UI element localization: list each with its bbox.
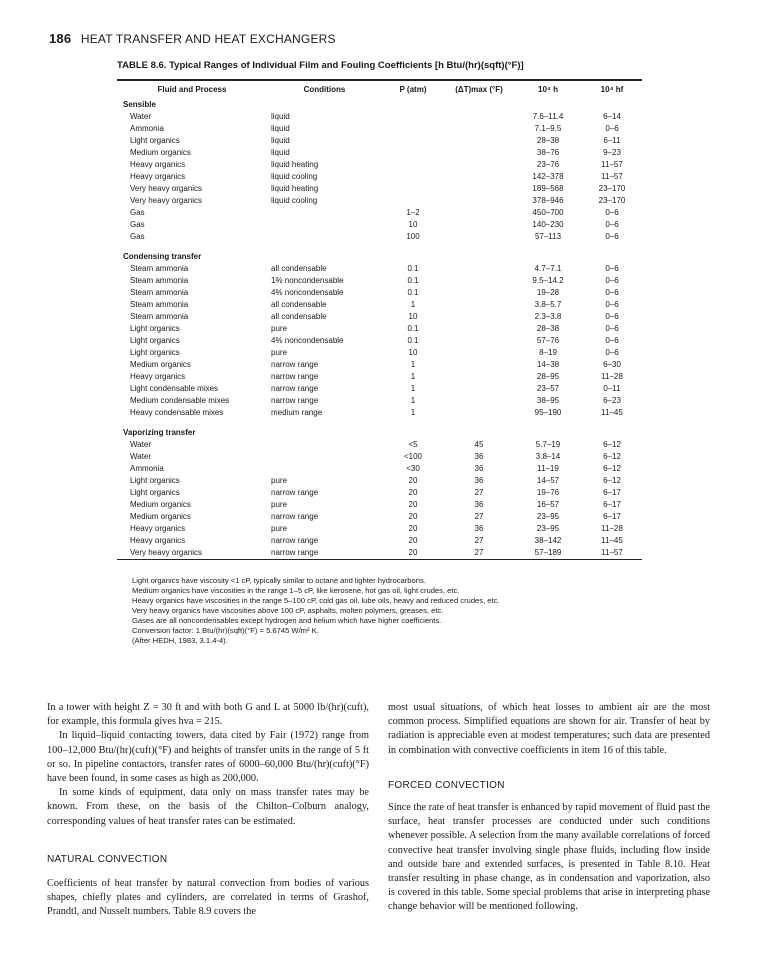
cell-delta-t: [444, 219, 514, 231]
cell-conditions: liquid: [271, 135, 290, 145]
cell-conditions: [267, 439, 382, 451]
table-note: (After HEDH, 1983, 3.1.4-4).: [132, 636, 228, 645]
cell-pressure: [382, 147, 444, 159]
cell-film-coefficient: 23–95: [536, 511, 560, 521]
cell-fouling-coefficient: 6–12: [603, 475, 621, 485]
cell-film-coefficient: 28–38: [536, 323, 560, 333]
cell-pressure: 10: [408, 219, 418, 229]
cell-pressure: 0.1: [407, 287, 419, 297]
cell-film-coefficient: 9.5–14.2: [532, 275, 564, 285]
cell-conditions: all condensable: [271, 311, 327, 321]
cell-pressure: 1: [410, 395, 416, 405]
cell-film-coefficient: 38–142: [534, 535, 562, 545]
cell-film-coefficient: 7.1–9.5: [534, 123, 562, 133]
cell-fouling-coefficient: 11–57: [601, 159, 623, 169]
table-row: [117, 523, 642, 535]
cell-fouling-coefficient: 6–12: [603, 451, 621, 461]
table-row: [117, 159, 642, 171]
cell-film-coefficient: 57–189: [534, 547, 562, 557]
cell-fluid: Medium organics: [130, 511, 191, 521]
cell-delta-t: [444, 159, 514, 171]
table-row: [117, 135, 642, 147]
cell-fluid: Very heavy organics: [130, 183, 203, 193]
table-row: [117, 311, 642, 323]
cell-delta-t: [444, 195, 514, 207]
section-heading-natural-convection: NATURAL CONVECTION: [47, 854, 168, 865]
cell-fluid: Light organics: [130, 487, 180, 497]
cell-conditions: liquid heating: [271, 159, 319, 169]
cell-pressure: 20: [408, 475, 418, 485]
cell-fouling-coefficient: 0–6: [605, 263, 619, 273]
table-row: [117, 347, 642, 359]
cell-conditions: 4% noncondensable: [271, 287, 344, 297]
cell-delta-t: [444, 147, 514, 159]
cell-fluid: Steam ammonia: [130, 299, 189, 309]
cell-film-coefficient: 28–38: [536, 135, 560, 145]
cell-fluid: Light organics: [130, 323, 180, 333]
cell-delta-t: [444, 135, 514, 147]
cell-pressure: 0.1: [407, 275, 419, 285]
header-film-coefficient: 10⁴ h: [538, 85, 558, 94]
cell-film-coefficient: 8–19: [539, 347, 557, 357]
table-note: Gases are all noncondensables except hydrogen and helium which have higher coefficients.: [132, 616, 442, 625]
cell-fluid: Heavy organics: [130, 159, 186, 169]
cell-delta-t: 36: [474, 523, 484, 533]
cell-film-coefficient: 378–946: [532, 195, 564, 205]
cell-delta-t: [444, 287, 514, 299]
cell-fouling-coefficient: 0–6: [605, 347, 619, 357]
cell-delta-t: [444, 395, 514, 407]
cell-pressure: 20: [408, 511, 418, 521]
cell-pressure: 10: [408, 311, 418, 321]
header-conditions: Conditions: [303, 85, 346, 94]
cell-conditions: narrow range: [271, 395, 319, 405]
group-heading: Condensing transfer: [123, 251, 202, 261]
cell-fluid: Steam ammonia: [130, 263, 189, 273]
table-row: [117, 535, 642, 547]
cell-film-coefficient: 2.3–3.8: [534, 311, 562, 321]
cell-conditions: pure: [271, 347, 288, 357]
cell-fluid: Heavy organics: [130, 171, 186, 181]
cell-fluid: Medium organics: [130, 147, 191, 157]
cell-pressure: 20: [408, 487, 418, 497]
cell-pressure: 0.1: [407, 323, 419, 333]
cell-film-coefficient: 4.7–7.1: [534, 263, 562, 273]
table-row: [117, 219, 642, 231]
cell-fluid: Light organics: [130, 347, 180, 357]
cell-conditions: 1% noncondensable: [271, 275, 344, 285]
cell-film-coefficient: 38–76: [536, 147, 560, 157]
cell-fouling-coefficient: 11–57: [601, 171, 623, 181]
cell-film-coefficient: 57–76: [536, 335, 560, 345]
cell-fouling-coefficient: 11–28: [601, 523, 623, 533]
cell-fouling-coefficient: 0–6: [605, 231, 619, 241]
cell-conditions: pure: [271, 323, 288, 333]
cell-delta-t: 27: [474, 535, 484, 545]
header-pressure: P (atm): [399, 85, 427, 94]
table-bottom-rule: [117, 559, 642, 560]
cell-conditions: pure: [271, 499, 288, 509]
cell-fouling-coefficient: 0–11: [603, 383, 621, 393]
body-paragraph: Since the rate of heat transfer is enhanced by rapid movement of fluid past the surface, heat transfer processes are conducted under such conditions whenever possible. A selection from the many available correlations of forced convective heat transfer involving single phase fluids, including flow inside and outside bare and extended surfaces, is presented in Table 8.10. Heat transfer resulting in phase change, as in condensation and vaporization, also is covered in this table. Some special problems that arise in interpreting phase change behavior will be mentioned following.: [388, 802, 710, 913]
table-note: Heavy organics have viscosities in the range 5–100 cP, cold gas oil, lube oils, heavy and reduced crudes, etc.: [132, 596, 500, 605]
cell-fouling-coefficient: 0–6: [605, 207, 619, 217]
cell-film-coefficient: 142–378: [532, 171, 564, 181]
table-row: [117, 395, 642, 407]
cell-fouling-coefficient: 0–6: [605, 219, 619, 229]
cell-conditions: [267, 231, 382, 243]
cell-pressure: 1: [410, 383, 416, 393]
cell-delta-t: 45: [474, 439, 484, 449]
cell-delta-t: 36: [474, 463, 484, 473]
cell-delta-t: [444, 111, 514, 123]
cell-fluid: Medium organics: [130, 359, 191, 369]
cell-fouling-coefficient: 6–30: [603, 359, 621, 369]
cell-fluid: Heavy organics: [130, 535, 186, 545]
cell-fluid: Medium organics: [130, 499, 191, 509]
cell-conditions: narrow range: [271, 547, 319, 557]
cell-delta-t: 27: [474, 547, 484, 557]
cell-fouling-coefficient: 6–17: [603, 487, 621, 497]
header-delta-t-max: (ΔT)max (°F): [455, 85, 503, 94]
cell-conditions: all condensable: [271, 299, 327, 309]
cell-fouling-coefficient: 0–6: [605, 275, 619, 285]
cell-pressure: 1: [410, 359, 416, 369]
cell-film-coefficient: 57–113: [534, 231, 562, 241]
cell-fouling-coefficient: 0–6: [605, 299, 619, 309]
group-heading: Sensible: [123, 99, 156, 109]
cell-fluid: Water: [130, 439, 152, 449]
cell-conditions: medium range: [271, 407, 323, 417]
cell-conditions: [267, 219, 382, 231]
body-paragraph: most usual situations, of which heat losses to ambient air are the most common process. Simplified equations are shown for air. Transfer of heat by radiation is appreciable even at modest temperatures; such data are presented in combination with convective coefficients in item 16 of this table.: [388, 702, 710, 756]
cell-conditions: liquid: [271, 123, 290, 133]
cell-fouling-coefficient: 11–28: [601, 371, 623, 381]
table-row: [117, 439, 642, 451]
table-body: [117, 99, 642, 559]
cell-pressure: <5: [408, 439, 418, 449]
cell-delta-t: [444, 207, 514, 219]
cell-delta-t: [444, 407, 514, 419]
cell-conditions: [267, 463, 382, 475]
cell-pressure: 1: [410, 407, 416, 417]
cell-conditions: pure: [271, 475, 288, 485]
running-head-title: HEAT TRANSFER AND HEAT EXCHANGERS: [80, 32, 336, 46]
cell-delta-t: [444, 263, 514, 275]
cell-fluid: Light condensable mixes: [130, 383, 219, 393]
group-spacer: [117, 419, 642, 427]
table-note: Very heavy organics have viscosities above 100 cP, asphalts, molten polymers, greases, etc.: [132, 606, 444, 615]
cell-film-coefficient: 11–19: [537, 463, 559, 473]
cell-fouling-coefficient: 6–12: [603, 439, 621, 449]
cell-delta-t: [444, 183, 514, 195]
cell-film-coefficient: 140–230: [532, 219, 564, 229]
cell-fluid: Steam ammonia: [130, 287, 189, 297]
cell-film-coefficient: 95–190: [534, 407, 562, 417]
table-note: Conversion factor: 1 Btu/(hr)(sqft)(°F) = 5.6745 W/m² K.: [132, 626, 319, 635]
cell-fluid: Water: [130, 111, 152, 121]
cell-conditions: narrow range: [271, 487, 319, 497]
cell-pressure: 0.1: [407, 263, 419, 273]
cell-pressure: 0.1: [407, 335, 419, 345]
cell-fluid: Gas: [130, 231, 145, 241]
group-heading-row: [117, 251, 642, 263]
table-row: [117, 383, 642, 395]
table-row: [117, 299, 642, 311]
table-row: [117, 263, 642, 275]
cell-conditions: liquid: [271, 111, 290, 121]
cell-delta-t: 36: [474, 451, 484, 461]
cell-conditions: narrow range: [271, 359, 319, 369]
cell-film-coefficient: 14–57: [536, 475, 560, 485]
cell-pressure: <30: [406, 463, 420, 473]
cell-delta-t: 27: [474, 511, 484, 521]
cell-delta-t: 36: [474, 475, 484, 485]
cell-fluid: Light organics: [130, 475, 180, 485]
table-row: [117, 323, 642, 335]
cell-pressure: 1: [410, 299, 416, 309]
body-paragraph: In some kinds of equipment, data only on mass transfer rates may be known. From these, on the basis of the Chilton–Colburn analogy, corresponding values of heat transfer rates can be estimated.: [47, 787, 369, 827]
table-row: [117, 511, 642, 523]
cell-conditions: liquid heating: [271, 183, 319, 193]
table-row: [117, 147, 642, 159]
group-spacer: [117, 243, 642, 251]
cell-fluid: Ammonia: [130, 463, 164, 473]
table-row: [117, 463, 642, 475]
cell-conditions: liquid: [271, 147, 290, 157]
coefficients-table: [117, 79, 642, 560]
cell-delta-t: 36: [474, 499, 484, 509]
table-row: [117, 231, 642, 243]
cell-fluid: Gas: [130, 207, 145, 217]
cell-fouling-coefficient: 11–57: [601, 547, 623, 557]
cell-conditions: narrow range: [271, 511, 319, 521]
cell-pressure: <100: [403, 451, 423, 461]
group-heading: Vaporizing transfer: [123, 427, 196, 437]
cell-film-coefficient: 450–700: [532, 207, 564, 217]
cell-film-coefficient: 3.8–5.7: [534, 299, 562, 309]
cell-fluid: Very heavy organics: [130, 195, 203, 205]
left-column-text: [47, 701, 369, 829]
cell-fouling-coefficient: 0–6: [605, 287, 619, 297]
left-column-text-after: [47, 877, 369, 920]
cell-pressure: 20: [408, 523, 418, 533]
cell-pressure: [382, 159, 444, 171]
table-row: [117, 195, 642, 207]
cell-fouling-coefficient: 23–170: [598, 183, 626, 193]
group-heading-row: [117, 427, 642, 439]
cell-conditions: [267, 451, 382, 463]
running-head: [49, 31, 336, 46]
table-row: [117, 123, 642, 135]
table-row: [117, 407, 642, 419]
cell-pressure: 10: [408, 347, 418, 357]
cell-delta-t: [444, 311, 514, 323]
cell-pressure: 20: [408, 535, 418, 545]
cell-film-coefficient: 16–57: [536, 499, 560, 509]
cell-film-coefficient: 19–76: [536, 487, 560, 497]
table-title: TABLE 8.6. Typical Ranges of Individual Film and Fouling Coefficients [h Btu/(hr)(sqft)(°F)]: [117, 60, 524, 71]
table-row: [117, 111, 642, 123]
cell-film-coefficient: 23–95: [536, 523, 560, 533]
cell-fluid: Heavy organics: [130, 371, 186, 381]
table-row: [117, 451, 642, 463]
cell-conditions: narrow range: [271, 535, 319, 545]
cell-fluid: Water: [130, 451, 152, 461]
right-column-text: [388, 701, 710, 758]
table-row: [117, 475, 642, 487]
cell-fouling-coefficient: 0–6: [605, 311, 619, 321]
cell-pressure: [382, 135, 444, 147]
cell-fouling-coefficient: 0–6: [605, 323, 619, 333]
table-note: Medium organics have viscosities in the range 1–5 cP, like kerosene, hot gas oil, light crudes, etc.: [132, 586, 460, 595]
cell-film-coefficient: 19–28: [536, 287, 560, 297]
body-paragraph: In liquid–liquid contacting towers, data cited by Fair (1972) range from 100–12,000 Btu/(hr)(cuft)(°F) and heights of transfer units in the range of 5 ft or so. In pipeline contactors, transfer rates of 6000–60,000 Btu/(hr)(cuft)(°F) have been found, in some cases as high as 200,000.: [47, 730, 369, 785]
table-row: [117, 371, 642, 383]
cell-fouling-coefficient: 23–170: [598, 195, 626, 205]
table-row: [117, 335, 642, 347]
body-paragraph: Coefficients of heat transfer by natural convection from bodies of various shapes, chiefly plates and cylinders, are correlated in terms of Grashof, Prandtl, and Nusselt numbers. Table 8.9 covers the: [47, 878, 369, 918]
cell-delta-t: [444, 347, 514, 359]
table-header-row: [117, 81, 642, 99]
cell-fouling-coefficient: 9–23: [603, 147, 621, 157]
cell-film-coefficient: 23–76: [536, 159, 560, 169]
cell-fluid: Heavy organics: [130, 523, 186, 533]
cell-pressure: [382, 195, 444, 207]
cell-pressure: [382, 123, 444, 135]
cell-film-coefficient: 23–57: [536, 383, 560, 393]
table-row: [117, 207, 642, 219]
cell-fluid: Gas: [130, 219, 145, 229]
table-row: [117, 487, 642, 499]
cell-fouling-coefficient: 11–45: [601, 407, 623, 417]
cell-fluid: Medium condensable mixes: [130, 395, 230, 405]
cell-pressure: [382, 171, 444, 183]
body-paragraph: In a tower with height Z = 30 ft and with both G and L at 5000 lb/(hr)(cuft), for example, this formula gives hva = 215.: [47, 702, 369, 728]
table-row: [117, 547, 642, 559]
cell-pressure: [382, 183, 444, 195]
cell-fluid: Light organics: [130, 135, 180, 145]
cell-conditions: pure: [271, 523, 288, 533]
cell-conditions: liquid cooling: [271, 171, 318, 181]
cell-fouling-coefficient: 6–11: [603, 135, 621, 145]
cell-fluid: Heavy condensable mixes: [130, 407, 224, 417]
table-notes: [132, 576, 500, 646]
cell-fluid: Ammonia: [130, 123, 164, 133]
page-number: 186: [49, 31, 72, 46]
cell-fouling-coefficient: 6–17: [603, 511, 621, 521]
cell-conditions: narrow range: [271, 371, 319, 381]
section-heading-forced-convection: FORCED CONVECTION: [388, 780, 505, 791]
cell-film-coefficient: 5.7–19: [535, 439, 561, 449]
cell-delta-t: [444, 359, 514, 371]
cell-fouling-coefficient: 6–14: [603, 111, 621, 121]
cell-conditions: 4% noncondensable: [271, 335, 344, 345]
cell-film-coefficient: 14–38: [536, 359, 560, 369]
cell-delta-t: [444, 275, 514, 287]
cell-pressure: 1: [410, 371, 416, 381]
cell-film-coefficient: 7.6–11.4: [532, 111, 564, 121]
cell-conditions: liquid cooling: [271, 195, 318, 205]
cell-conditions: narrow range: [271, 383, 319, 393]
cell-fluid: Very heavy organics: [130, 547, 203, 557]
cell-pressure: 20: [408, 547, 418, 557]
table-row: [117, 499, 642, 511]
cell-delta-t: [444, 335, 514, 347]
right-column-text-after: [388, 801, 710, 915]
cell-delta-t: [444, 299, 514, 311]
cell-fluid: Steam ammonia: [130, 311, 189, 321]
cell-delta-t: [444, 231, 514, 243]
cell-film-coefficient: 3.8–14: [535, 451, 561, 461]
table-row: [117, 183, 642, 195]
cell-film-coefficient: 28–95: [536, 371, 560, 381]
cell-fouling-coefficient: 6–23: [603, 395, 621, 405]
cell-pressure: 100: [406, 231, 420, 241]
cell-fouling-coefficient: 11–45: [601, 535, 623, 545]
table-note: Light organics have viscosity <1 cP, typically similar to octane and lighter hydrocarbons.: [132, 576, 426, 585]
cell-delta-t: [444, 371, 514, 383]
cell-delta-t: [444, 171, 514, 183]
cell-delta-t: [444, 323, 514, 335]
cell-delta-t: [444, 123, 514, 135]
cell-fluid: Light organics: [130, 335, 180, 345]
table-row: [117, 287, 642, 299]
cell-film-coefficient: 189–568: [532, 183, 564, 193]
cell-delta-t: [444, 383, 514, 395]
table-row: [117, 359, 642, 371]
header-fouling-coefficient: 10⁴ hf: [600, 85, 624, 94]
table-row: [117, 275, 642, 287]
cell-fouling-coefficient: 6–17: [603, 499, 621, 509]
cell-film-coefficient: 38–95: [536, 395, 560, 405]
cell-fouling-coefficient: 0–6: [605, 335, 619, 345]
group-heading-row: [117, 99, 642, 111]
cell-pressure: [382, 111, 444, 123]
cell-fluid: Steam ammonia: [130, 275, 189, 285]
cell-pressure: 20: [408, 499, 418, 509]
cell-conditions: all condensable: [271, 263, 327, 273]
cell-pressure: 1–2: [406, 207, 420, 217]
header-fluid-process: Fluid and Process: [157, 85, 227, 94]
table-row: [117, 171, 642, 183]
cell-fouling-coefficient: 0–6: [605, 123, 619, 133]
cell-conditions: [267, 207, 382, 219]
spacer-cell: [117, 243, 642, 251]
cell-fouling-coefficient: 6–12: [603, 463, 621, 473]
spacer-cell: [117, 419, 642, 427]
cell-delta-t: 27: [474, 487, 484, 497]
